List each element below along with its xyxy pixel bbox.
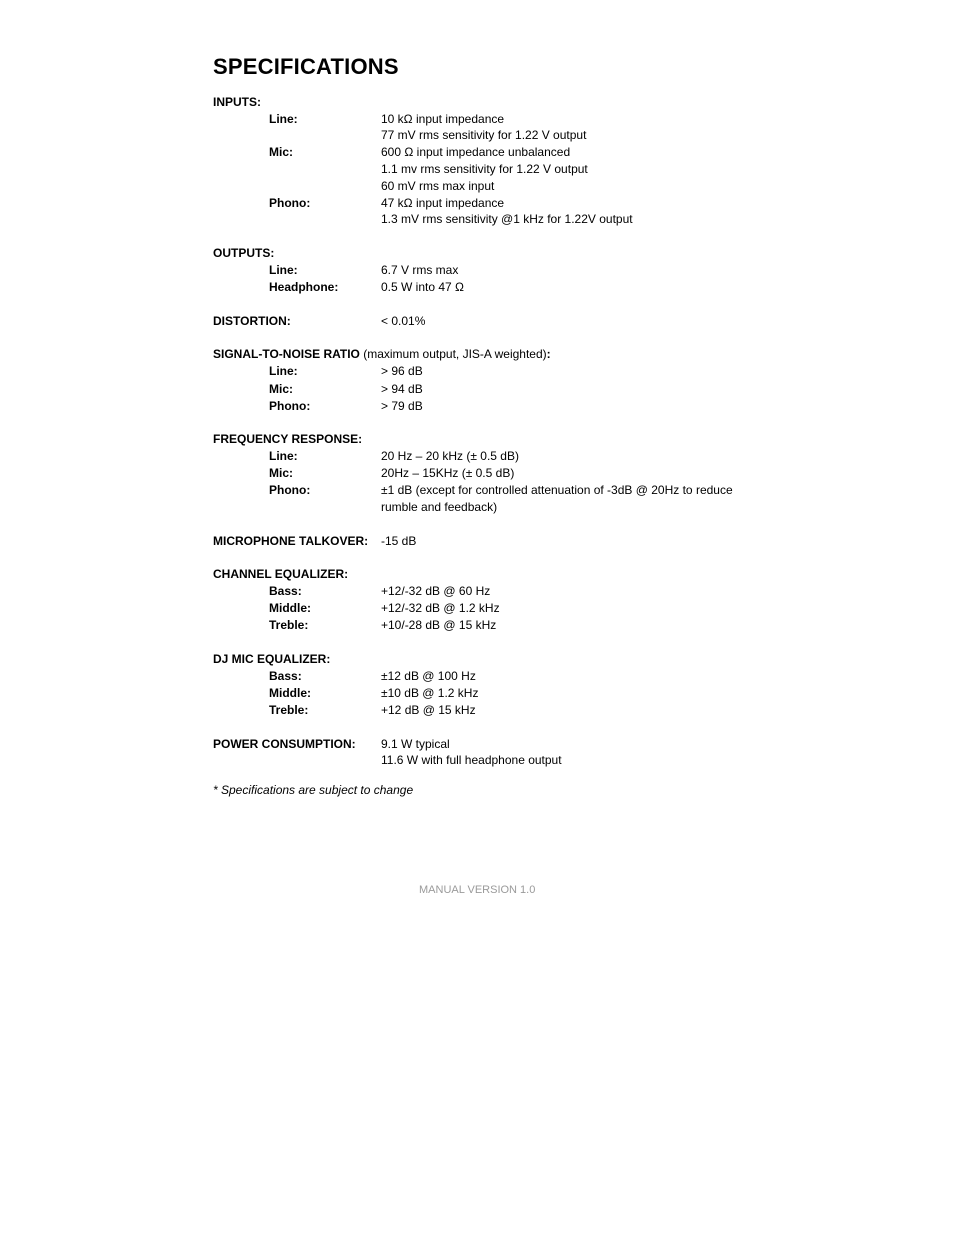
outputs-headphone-label: Headphone: — [269, 280, 339, 294]
inputs-line-value-2: 77 mV rms sensitivity for 1.22 V output — [381, 128, 587, 142]
outputs-headphone-value: 0.5 W into 47 Ω — [381, 280, 465, 294]
snr-phono-value: > 79 dB — [381, 399, 423, 413]
manual-version-footer: MANUAL VERSION 1.0 — [419, 884, 536, 896]
talkover-value: -15 dB — [381, 534, 417, 548]
dj-mic-eq-treble-value: +12 dB @ 15 kHz — [381, 703, 476, 717]
inputs-mic-value-2: 1.1 mv rms sensitivity for 1.22 V output — [381, 162, 588, 176]
frequency-line-value: 20 Hz – 20 kHz (± 0.5 dB) — [381, 449, 519, 463]
power-value-2: 11.6 W with full headphone output — [381, 753, 562, 767]
channel-eq-bass-label: Bass: — [269, 584, 302, 598]
channel-eq-bass-value: +12/-32 dB @ 60 Hz — [381, 584, 491, 598]
power-value-1: 9.1 W typical — [381, 737, 450, 751]
dj-mic-eq-bass-value: ±12 dB @ 100 Hz — [381, 669, 476, 683]
outputs-line-label: Line: — [269, 263, 298, 277]
distortion-value: < 0.01% — [381, 314, 426, 328]
frequency-heading: FREQUENCY RESPONSE: — [213, 432, 363, 446]
outputs-line-value: 6.7 V rms max — [381, 263, 459, 277]
snr-line-value: > 96 dB — [381, 364, 423, 378]
inputs-mic-value-3: 60 mV rms max input — [381, 179, 495, 193]
snr-heading — [213, 347, 551, 361]
distortion-heading: DISTORTION: — [213, 314, 291, 328]
frequency-mic-value: 20Hz – 15KHz (± 0.5 dB) — [381, 466, 515, 480]
channel-eq-middle-label: Middle: — [269, 601, 311, 615]
page-title: SPECIFICATIONS — [213, 54, 399, 79]
dj-mic-eq-bass-label: Bass: — [269, 669, 302, 683]
frequency-phono-value-2: rumble and feedback) — [381, 500, 498, 514]
dj-mic-eq-middle-label: Middle: — [269, 686, 311, 700]
dj-mic-eq-treble-label: Treble: — [269, 703, 309, 717]
inputs-line-value-1: 10 kΩ input impedance — [381, 112, 505, 126]
specifications-note: * Specifications are subject to change — [213, 783, 414, 797]
snr-phono-label: Phono: — [269, 399, 311, 413]
snr-mic-value: > 94 dB — [381, 382, 423, 396]
channel-eq-treble-label: Treble: — [269, 618, 309, 632]
frequency-mic-label: Mic: — [269, 466, 293, 480]
inputs-phono-label: Phono: — [269, 196, 311, 210]
talkover-heading: MICROPHONE TALKOVER: — [213, 534, 369, 548]
snr-mic-label: Mic: — [269, 382, 293, 396]
snr-qualifier: (maximum output, JIS-A weighted) — [359, 347, 547, 361]
frequency-phono-value-1: ±1 dB (except for controlled attenuation of -3dB @ 20Hz to reduce — [381, 483, 733, 497]
channel-eq-middle-value: +12/-32 dB @ 1.2 kHz — [381, 601, 500, 615]
channel-eq-heading: CHANNEL EQUALIZER: — [213, 567, 349, 581]
inputs-heading: INPUTS: — [213, 95, 261, 109]
frequency-phono-label: Phono: — [269, 483, 311, 497]
inputs-phono-value-2: 1.3 mV rms sensitivity @1 kHz for 1.22V output — [381, 212, 633, 226]
outputs-heading: OUTPUTS: — [213, 246, 275, 260]
inputs-mic-value-1: 600 Ω input impedance unbalanced — [381, 145, 571, 159]
snr-heading-text: SIGNAL-TO-NOISE RATIO — [213, 347, 360, 361]
channel-eq-treble-value: +10/-28 dB @ 15 kHz — [381, 618, 497, 632]
dj-mic-eq-heading: DJ MIC EQUALIZER: — [213, 652, 331, 666]
snr-colon: : — [546, 347, 551, 361]
power-heading: POWER CONSUMPTION: — [213, 737, 356, 751]
snr-line-label: Line: — [269, 364, 298, 378]
inputs-phono-value-1: 47 kΩ input impedance — [381, 196, 505, 210]
dj-mic-eq-middle-value: ±10 dB @ 1.2 kHz — [381, 686, 479, 700]
inputs-line-label: Line: — [269, 112, 298, 126]
inputs-mic-label: Mic: — [269, 145, 293, 159]
frequency-line-label: Line: — [269, 449, 298, 463]
